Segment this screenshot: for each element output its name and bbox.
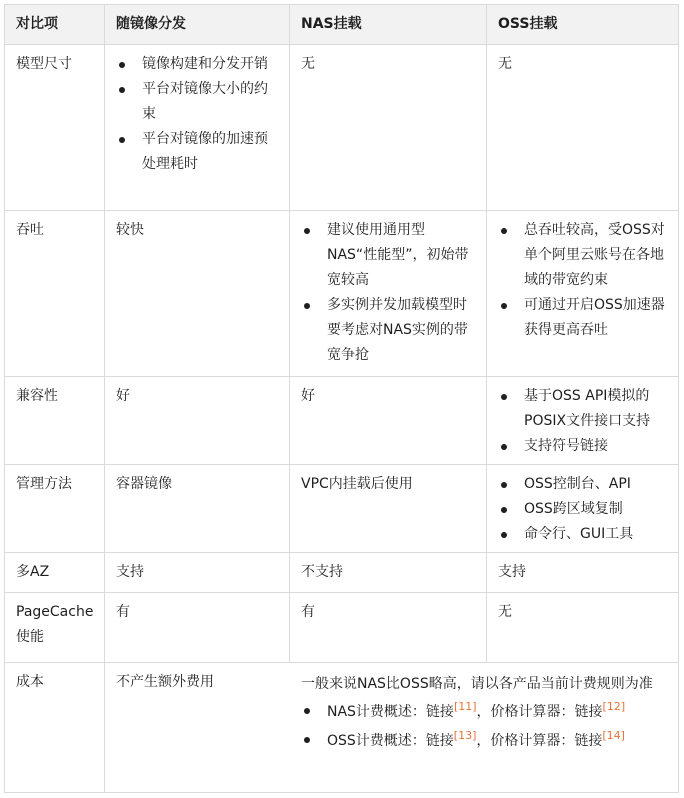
list-item: 平台对镜像大小的约束: [116, 77, 272, 127]
reference-12[interactable]: [12]: [602, 700, 626, 713]
list-item: [301, 698, 669, 727]
az-nas: 不支持: [301, 564, 343, 580]
list-item: OSS控制台、API: [498, 472, 670, 497]
list-item: 建议使用通用型NAS“性能型”，初始带宽较高: [301, 218, 475, 293]
manage-nas: VPC内挂载后使用: [301, 476, 413, 492]
az-oss: 支持: [498, 564, 526, 580]
list-item: 总吞吐较高，受OSS对单个阿里云账号在各地域的带宽约束: [498, 218, 670, 293]
header-compare-item: 对比项: [16, 16, 58, 32]
throughput-image-dist: 较快: [116, 222, 144, 238]
cost-nas-calculator-link[interactable]: ，价格计算器：链接: [476, 704, 603, 720]
row-label-size: 模型尺寸: [16, 56, 72, 72]
row-label-compat: 兼容性: [16, 388, 58, 404]
pagecache-image-dist: 有: [116, 604, 130, 620]
compat-oss-list: [498, 384, 670, 459]
size-image-dist-list: [116, 52, 272, 177]
list-item: 基于OSS API模拟的POSIX文件接口支持: [498, 384, 670, 434]
list-item: 命令行、GUI工具: [498, 522, 670, 547]
list-item: 多实例并发加载模型时要考虑对NAS实例的带宽争抢: [301, 293, 475, 368]
list-item: [301, 727, 669, 756]
reference-13[interactable]: [13]: [453, 729, 477, 742]
manage-image-dist: 容器镜像: [116, 476, 172, 492]
az-image-dist: 支持: [116, 564, 144, 580]
list-item: 平台对镜像的加速预处理耗时: [116, 127, 272, 177]
cost-links-list: [301, 698, 669, 756]
reference-11[interactable]: [11]: [453, 700, 477, 713]
list-item: 镜像构建和分发开销: [116, 52, 272, 77]
throughput-nas-list: [301, 218, 475, 368]
header-oss: OSS挂载: [498, 16, 558, 32]
list-item: OSS跨区域复制: [498, 497, 670, 522]
compat-nas: 好: [301, 388, 315, 404]
pagecache-nas: 有: [301, 604, 315, 620]
pagecache-oss: 无: [498, 604, 512, 620]
reference-14[interactable]: [14]: [602, 729, 625, 742]
row-label-cost: 成本: [16, 674, 44, 690]
row-label-pagecache: PageCache使能: [16, 604, 94, 645]
compat-image-dist: 好: [116, 388, 130, 404]
cost-nas-billing-link[interactable]: NAS计费概述：链接: [327, 704, 454, 720]
header-image-dist: 随镜像分发: [116, 16, 186, 32]
row-label-manage: 管理方法: [16, 476, 72, 492]
list-item: 支持符号链接: [498, 434, 670, 459]
cost-oss-calculator-link[interactable]: ，价格计算器：链接: [476, 733, 603, 749]
cost-note: 一般来说NAS比OSS略高，请以各产品当前计费规则为准: [301, 676, 653, 692]
throughput-oss-list: [498, 218, 670, 343]
cost-image-dist: 不产生额外费用: [116, 674, 214, 690]
manage-oss-list: [498, 472, 670, 547]
row-label-az: 多AZ: [16, 564, 50, 580]
size-nas: 无: [301, 56, 315, 72]
cost-oss-billing-link[interactable]: OSS计费概述：链接: [327, 733, 454, 749]
list-item: 可通过开启OSS加速器获得更高吞吐: [498, 293, 670, 343]
cost-merged-cell: [301, 670, 669, 756]
row-label-throughput: 吞吐: [16, 222, 44, 238]
size-oss: 无: [498, 56, 512, 72]
header-nas: NAS挂载: [301, 16, 362, 32]
